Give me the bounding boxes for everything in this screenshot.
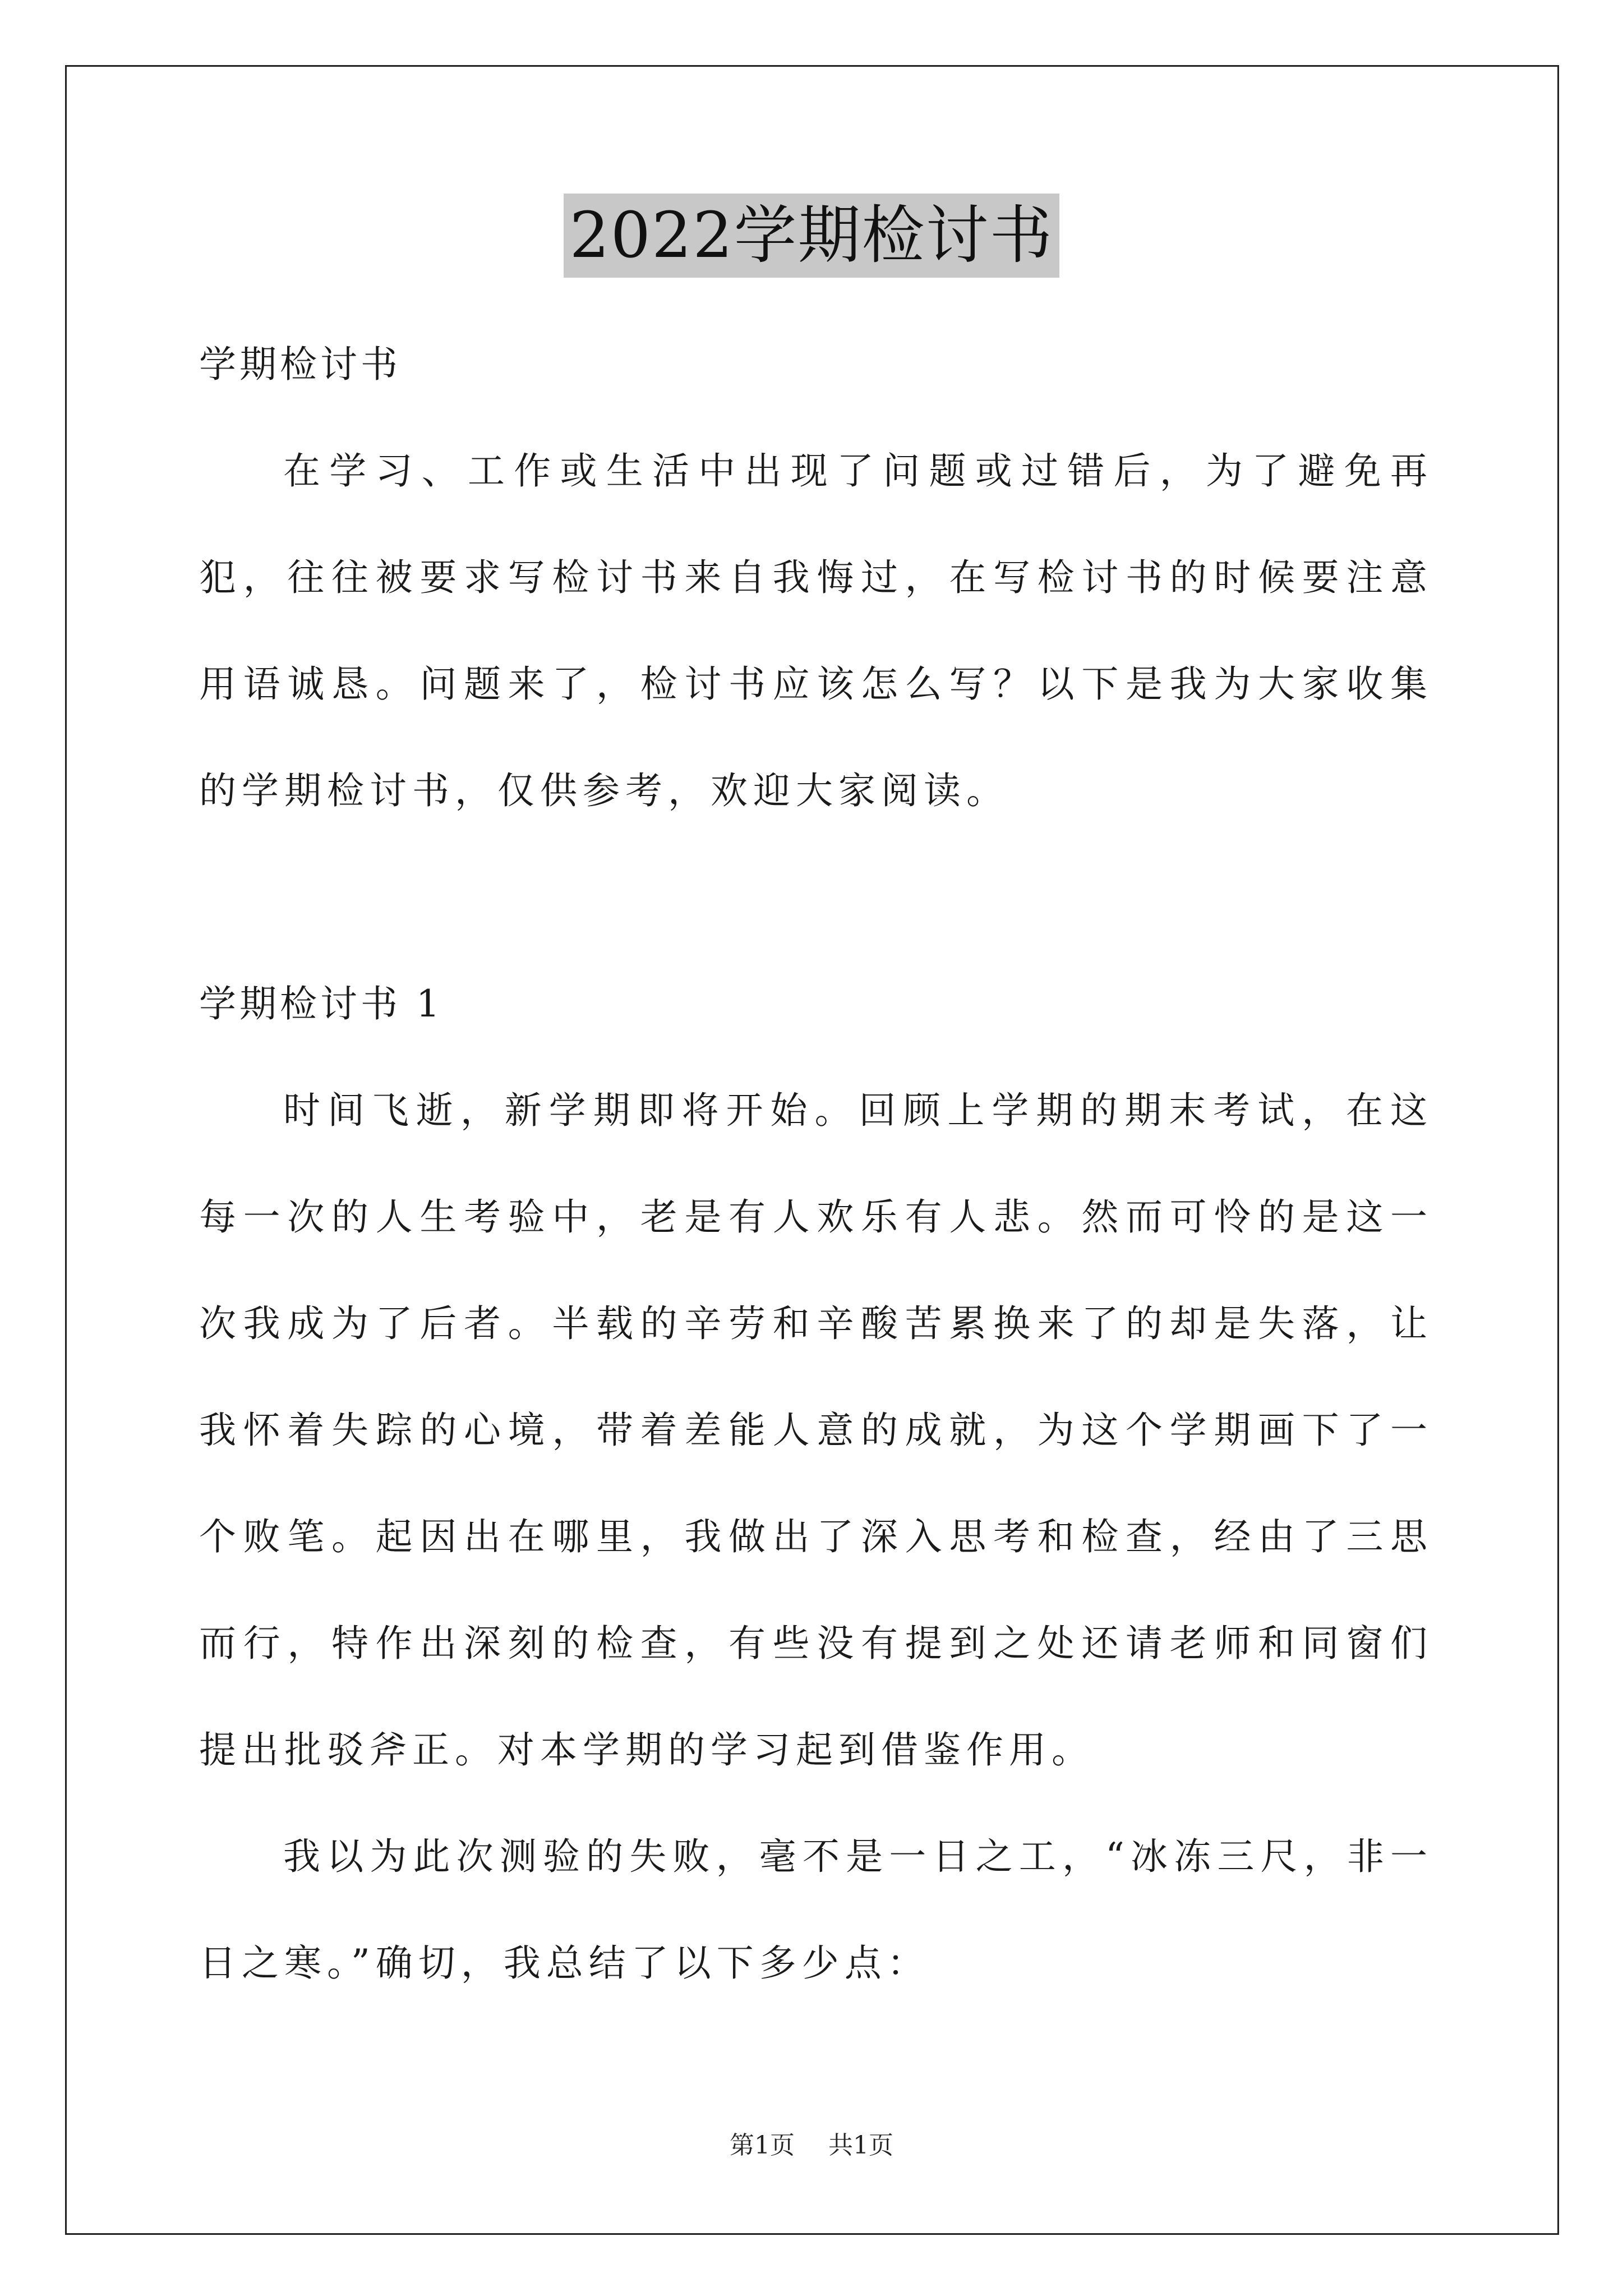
document-title: 2022学期检讨书 [564,194,1059,278]
section-spacer [199,844,1433,951]
title-container [0,194,1623,278]
body-paragraph-1: 时间飞逝，新学期即将开始。回顾上学期的期末考试，在这每一次的人生考验中，老是有人欢乐有人悲。然而可怜的是这一次我成为了后者。半载的辛劳和辛酸苦累换来了的却是失落，让我怀着失踪的心境，带着差能人意的成就，为这个学期画下了一个败笔。起因出在哪里，我做出了深入思考和检查，经由了三思而行，特作出深刻的检查，有些没有提到之处还请老师和同窗们提出批驳斧正。对本学期的学习起到借鉴作用。 [199,1089,1433,1772]
page-number-current: 第1页 [730,2131,795,2160]
document-body [199,311,1433,2017]
section-heading: 学期检讨书 1 [199,982,443,1025]
intro-heading: 学期检讨书 [199,343,401,386]
body-paragraph-2: 我以为此次测验的失败，毫不是一日之工，“冰冻三尺，非一日之寒。”确切，我总结了以下多少点： [199,1835,1433,1985]
page-footer [0,2129,1623,2162]
intro-paragraph: 在学习、工作或生活中出现了问题或过错后，为了避免再犯，往往被要求写检讨书来自我悔过，在写检讨书的时候要注意用语诚恳。问题来了，检讨书应该怎么写？以下是我为大家收集的学期检讨书，仅供参考，欢迎大家阅读。 [199,449,1433,812]
page-number-total: 共1页 [828,2131,893,2160]
